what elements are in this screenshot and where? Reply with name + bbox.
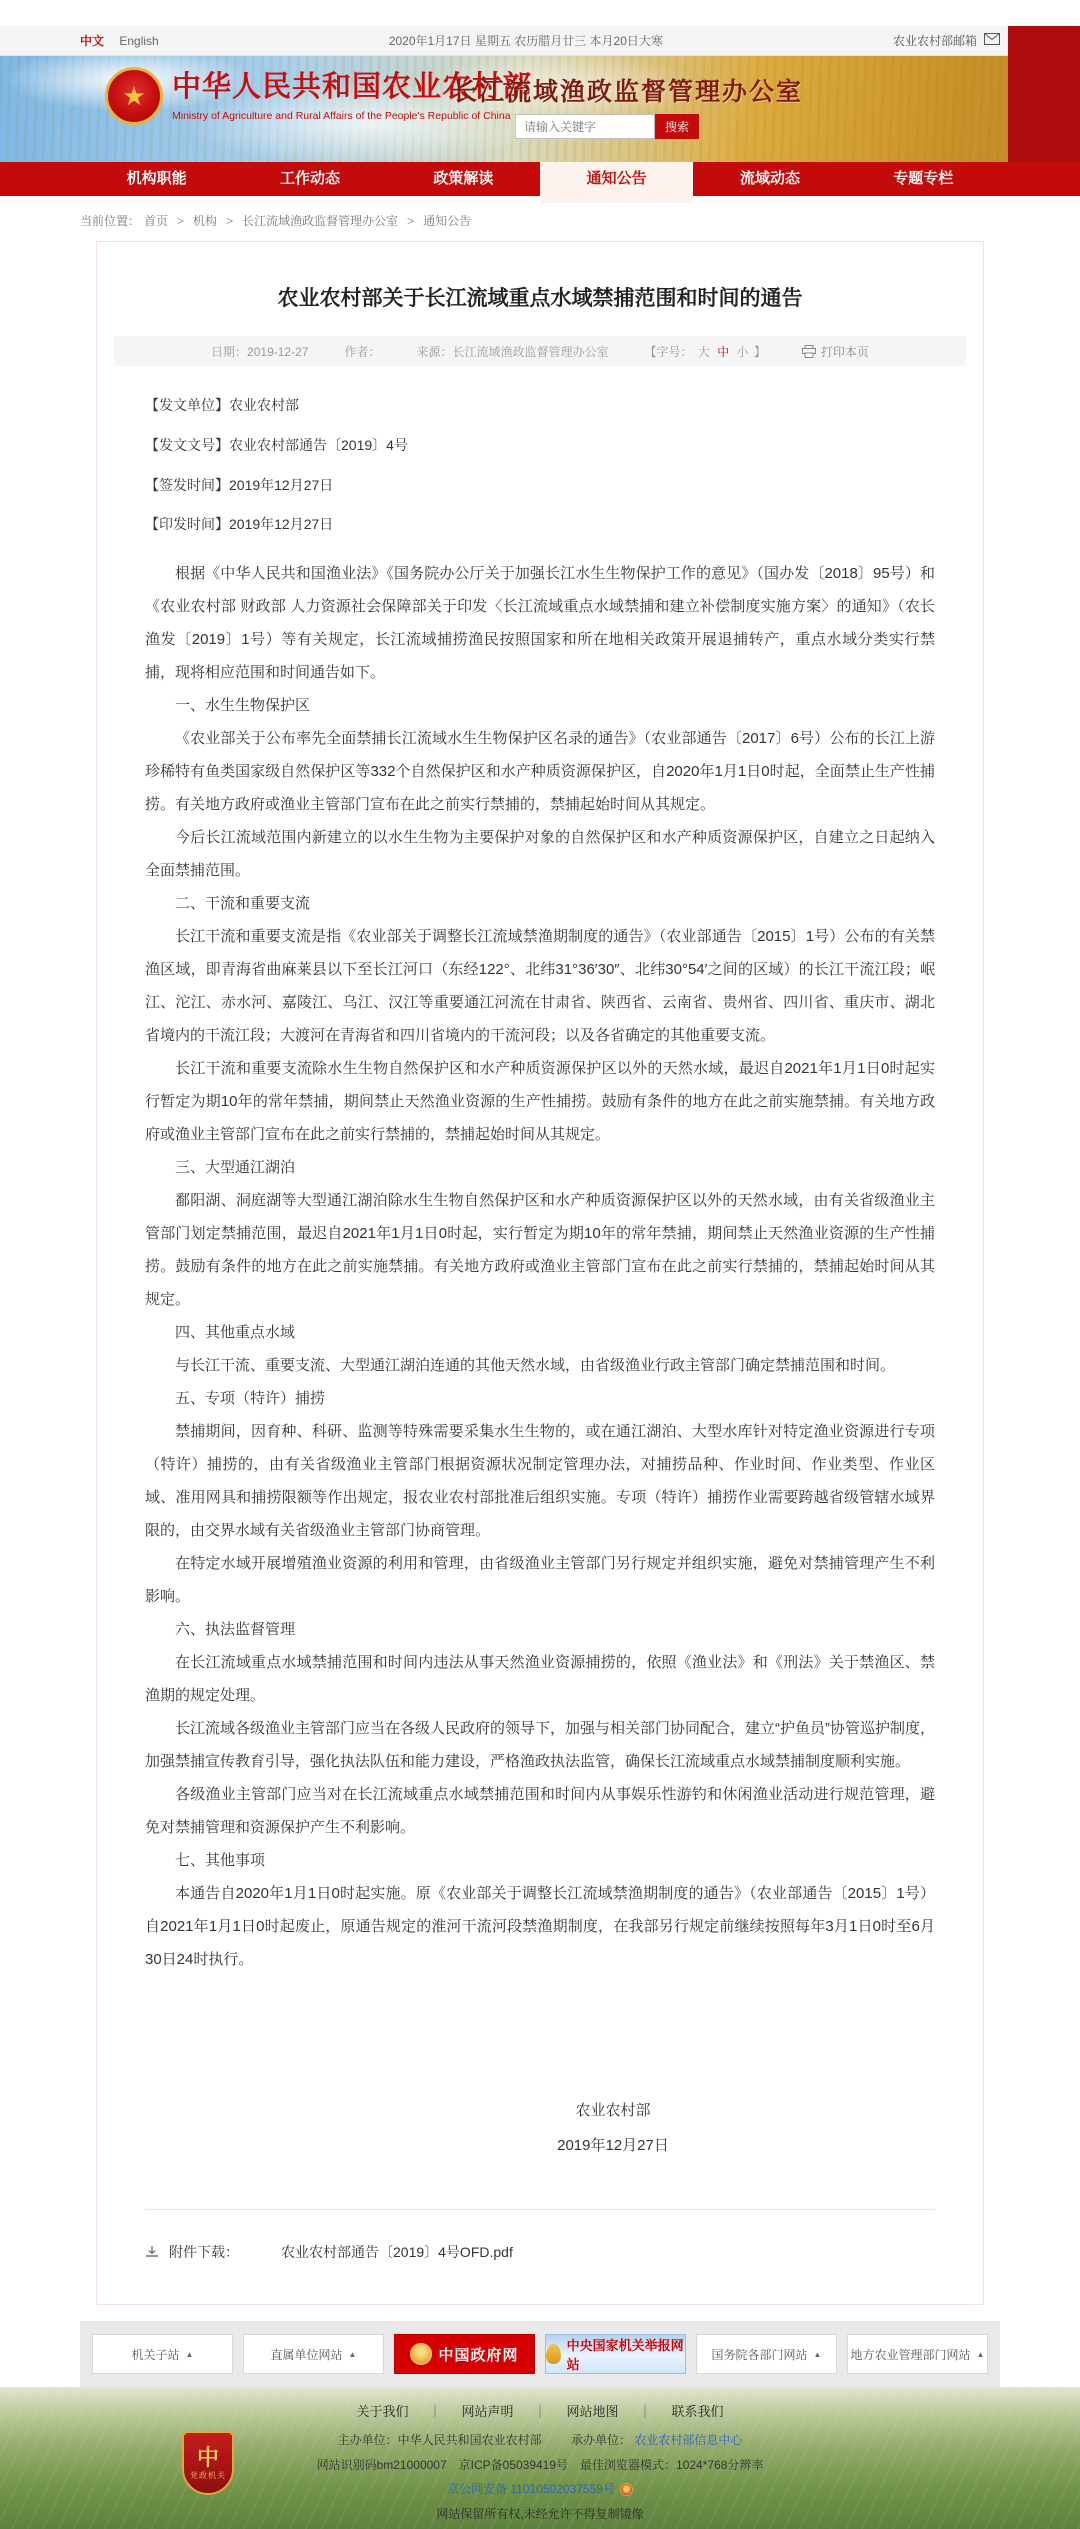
article-paragraph: 今后长江流域范围内新建立的以水生生物为主要保护对象的自然保护区和水产种质资源保护区，自建立之日起纳入全面禁捕范围。 xyxy=(145,829,935,880)
footer-link-separator: ｜ xyxy=(428,2404,442,2420)
footer-site-label: 中央国家机关举报网站 xyxy=(566,2338,684,2373)
ministry-subtitle: Ministry of Agriculture and Rural Affairs of the People's Republic of China xyxy=(172,110,511,122)
signature-org: 农业农村部 xyxy=(575,2102,651,2120)
article-meta-bar xyxy=(114,336,966,366)
undertake-label: 承办单位： xyxy=(570,2433,631,2448)
breadcrumb-separator: > xyxy=(407,213,415,228)
language-switch xyxy=(80,32,159,49)
footer-site-button[interactable] xyxy=(847,2334,988,2374)
dropdown-arrow-icon: ▲ xyxy=(185,2349,194,2359)
font-size-suffix: 】 xyxy=(753,344,766,359)
badge-symbol: 中 xyxy=(196,2444,219,2470)
lang-english-link[interactable]: English xyxy=(119,34,159,48)
signature-date: 2019年12月27日 xyxy=(557,2136,669,2154)
footer-link[interactable]: 网站地图 xyxy=(566,2404,619,2420)
download-icon xyxy=(145,2245,159,2259)
mailbox-link[interactable] xyxy=(893,32,1000,49)
government-badge-icon xyxy=(182,2431,234,2495)
nav-tab[interactable]: 流域动态 xyxy=(739,170,800,187)
host-unit: 主办单位：中华人民共和国农业农村部 xyxy=(337,2433,542,2448)
site-banner-icon xyxy=(410,2343,432,2365)
article-paragraph: 一、水生生物保护区 xyxy=(175,697,311,715)
meta-author: 作者： xyxy=(344,344,381,359)
breadcrumb-link[interactable]: 通知公告 xyxy=(423,214,472,228)
font-size-control xyxy=(644,343,765,360)
font-size-small-button[interactable]: 小 xyxy=(736,344,749,359)
breadcrumb-separator: > xyxy=(177,213,185,228)
article-paragraph: 六、执法监督管理 xyxy=(175,1621,296,1639)
article-paragraph: 本通告自2020年1月1日0时起实施。原《农业部关于调整长江流域禁渔期制度的通告》（农业部通告〔2015〕1号）自2021年1月1日0时起废止，原通告规定的淮河干流河段禁渔期制度，在我部另行规定前继续按照每年3月1日0时至6月30日24时执行。 xyxy=(145,1885,935,1969)
national-emblem-icon xyxy=(105,67,163,125)
dropdown-arrow-icon: ▲ xyxy=(813,2349,822,2359)
article-paragraph: 根据《中华人民共和国渔业法》《国务院办公厅关于加强长江水生生物保护工作的意见》（国办发〔2018〕95号）和《农业农村部 财政部 人力资源社会保障部关于印发〈长江流域重点水域禁捕和建立补偿制度实施方案〉的通知》（农长渔发〔2019〕1号）等有关规定，长江流域捕捞渔民按照国家和所在地相关政策开展退捕转产，重点水域分类实行禁捕，现将相应范围和时间通告如下。 xyxy=(145,565,935,682)
nav-tab[interactable]: 工作动态 xyxy=(279,170,340,187)
article-paragraph: 《农业部关于公布率先全面禁捕长江流域水生生物保护区名录的通告》（农业部通告〔2017〕6号）公布的长江上游珍稀特有鱼类国家级自然保护区等332个自然保护区和水产种质资源保护区，自2020年1月1日0时起，全面禁止生产性捕捞。有关地方政府或渔业主管部门宣布在此之前实行禁捕的，禁捕起始时间从其规定。 xyxy=(145,730,935,814)
nav-tab[interactable]: 专题专栏 xyxy=(893,170,954,187)
meta-source: 来源：长江流域渔政监督管理办公室 xyxy=(416,344,609,359)
nav-tab[interactable]: 通知公告 xyxy=(540,162,693,203)
signature-block xyxy=(523,2094,703,2163)
document-info xyxy=(145,394,935,537)
breadcrumb-link[interactable]: 首页 xyxy=(144,214,169,228)
footer-site-button[interactable] xyxy=(92,2334,233,2374)
article-paragraph: 在长江流域重点水域禁捕范围和时间内违法从事天然渔业资源捕捞的，依照《渔业法》和《刑法》关于禁渔区、禁渔期的规定处理。 xyxy=(145,1654,935,1705)
footer-sites-strip xyxy=(80,2321,1000,2387)
undertake-unit-link[interactable]: 农业农村部信息中心 xyxy=(634,2433,743,2448)
footer-site-label: 中国政府网 xyxy=(438,2346,519,2364)
header-banner xyxy=(0,56,1080,162)
footer-link[interactable]: 网站声明 xyxy=(461,2404,514,2420)
document-info-line: 【发文文号】农业农村部通告〔2019〕4号 xyxy=(145,436,408,453)
document-info-line: 【印发时间】2019年12月27日 xyxy=(145,516,334,533)
print-label: 打印本页 xyxy=(820,344,869,359)
nav-tab[interactable]: 政策解读 xyxy=(433,170,494,187)
article-paragraph: 七、其他事项 xyxy=(175,1852,266,1870)
top-white-strip xyxy=(0,0,1080,26)
article-title: 农业农村部关于长江流域重点水域禁捕范围和时间的通告 xyxy=(277,287,803,310)
ministry-title: 中华人民共和国农业农村部 xyxy=(172,71,533,103)
article-paragraph: 长江干流和重要支流除水生生物自然保护区和水产种质资源保护区以外的天然水域，最迟自2021年1月1日0时起实行暂定为期10年的常年禁捕，期间禁止天然渔业资源的生产性捕捞。鼓励有条件的地方在此之前实施禁捕。有关地方政府或渔业主管部门宣布在此之前实行禁捕的，禁捕起始时间从其规定。 xyxy=(145,1060,935,1144)
badge-label: 党政机关 xyxy=(190,2470,226,2480)
article-paragraph: 禁捕期间，因育种、科研、监测等特殊需要采集水生生物的，或在通江湖泊、大型水库针对特定渔业资源进行专项（特许）捕捞的，由有关省级渔业主管部门根据资源状况制定管理办法，对捕捞品种、作业时间、作业类型、作业区域、准用网具和捕捞限额等作出规定，报农业农村部批准后组织实施。专项（特许）捕捞作业需要跨越省级管辖水域界限的，由交界水域有关省级渔业主管部门协商管理。 xyxy=(145,1423,935,1540)
article-paragraph: 二、干流和重要支流 xyxy=(175,895,311,913)
emblem-star-icon: ★ xyxy=(122,81,146,111)
article-paragraph: 三、大型通江湖泊 xyxy=(175,1159,296,1177)
footer-link[interactable]: 关于我们 xyxy=(356,2404,409,2420)
article-paragraph: 鄱阳湖、洞庭湖等大型通江湖泊除水生生物自然保护区和水产种质资源保护区以外的天然水域，由有关省级渔业主管部门划定禁捕范围，最迟自2021年1月1日0时起，实行暂定为期10年的常年禁捕，期间禁止天然渔业资源的生产性捕捞。鼓励有条件的地方在此之前实施禁捕。有关地方政府或渔业主管部门宣布在此之前实行禁捕的，禁捕起始时间从其规定。 xyxy=(145,1192,935,1309)
article-paragraph: 五、专项（特许）捕捞 xyxy=(175,1390,326,1408)
meta-date: 日期：2019-12-27 xyxy=(211,344,309,359)
page-footer xyxy=(0,2387,1080,2529)
office-title: 长江流域渔政监督管理办公室 xyxy=(452,79,804,106)
topbar xyxy=(0,26,1080,56)
article-paragraph: 长江干流和重要支流是指《农业部关于调整长江流域禁渔期制度的通告》（农业部通告〔2015〕1号）公布的有关禁渔区域，即青海省曲麻莱县以下至长江河口（东经122°、北纬31°36′30″、北纬30°54′之间的区域）的长江干流江段；岷江、沱江、赤水河、嘉陵江、乌江、汉江等重要通江河流在甘肃省、陕西省、云南省、贵州省、四川省、重庆市、湖北省境内的干流江段；大渡河在青海省和四川省境内的干流河段；以及各省确定的其他重要支流。 xyxy=(145,928,935,1045)
search-box xyxy=(515,114,699,139)
font-size-medium-button[interactable]: 中 xyxy=(717,344,730,359)
footer-site-code-line: 网站识别码bm21000007 京ICP备05039419号 最佳浏览器模式：1024*768分辨率 xyxy=(316,2457,764,2472)
mailbox-label: 农业农村部邮箱 xyxy=(892,34,977,48)
lang-chinese-link[interactable]: 中文 xyxy=(80,34,105,48)
footer-site-button[interactable] xyxy=(394,2334,535,2374)
footer-site-label: 国务院各部门网站 xyxy=(711,2347,808,2362)
footer-site-button[interactable] xyxy=(545,2334,686,2374)
dropdown-arrow-icon: ▲ xyxy=(348,2349,357,2359)
attachment-file-link[interactable]: 农业农村部通告〔2019〕4号OFD.pdf xyxy=(281,2244,513,2261)
footer-links xyxy=(0,2387,1080,2420)
article-container xyxy=(96,241,984,2305)
breadcrumb-separator: > xyxy=(226,213,234,228)
envelope-icon xyxy=(984,33,1000,48)
font-size-large-button[interactable]: 大 xyxy=(697,344,710,359)
nav-tab[interactable]: 机构职能 xyxy=(126,170,187,187)
footer-site-label: 机关子站 xyxy=(131,2347,180,2362)
footer-site-label: 地方农业管理部门网站 xyxy=(850,2347,971,2362)
footer-copyright: 网站保留所有权,未经允许不得复制镜像 xyxy=(436,2506,644,2521)
dropdown-arrow-icon: ▲ xyxy=(976,2349,985,2359)
divider xyxy=(145,2209,935,2210)
article-body xyxy=(145,557,935,1976)
document-info-line: 【发文单位】农业农村部 xyxy=(145,397,299,413)
article-paragraph: 四、其他重点水域 xyxy=(175,1324,296,1342)
footer-host-line xyxy=(0,2428,1080,2453)
date-info: 2020年1月17日 星期五 农历腊月廿三 本月20日大寒 xyxy=(388,34,663,48)
main-nav xyxy=(0,162,1080,196)
footer-beian-line xyxy=(0,2477,1080,2502)
breadcrumb-label: 当前位置： xyxy=(80,214,141,228)
breadcrumb-link[interactable]: 长江流域渔政监督管理办公室 xyxy=(242,214,399,228)
side-ribbon xyxy=(1008,26,1080,162)
site-banner-icon xyxy=(546,2344,561,2364)
footer-info xyxy=(0,2428,1080,2526)
printer-icon xyxy=(802,345,816,358)
search-input[interactable] xyxy=(515,114,655,139)
footer-site-button[interactable] xyxy=(696,2334,837,2374)
article-paragraph: 长江流域各级渔业主管部门应当在各级人民政府的领导下，加强与相关部门协同配合，建立“护鱼员”协管巡护制度，加强禁捕宣传教育引导，强化执法队伍和能力建设，严格渔政执法监管，确保长江流域重点水域禁捕制度顺利实施。 xyxy=(145,1720,935,1771)
breadcrumb-link[interactable]: 机构 xyxy=(193,214,218,228)
attachment-label: 附件下载： xyxy=(169,2244,239,2261)
article-paragraph: 在特定水域开展增殖渔业资源的利用和管理，由省级渔业主管部门另行规定并组织实施，避免对禁捕管理产生不利影响。 xyxy=(145,1555,935,1606)
beian-link[interactable]: 京公网安备 11010502037559号 xyxy=(447,2482,615,2497)
footer-link[interactable]: 联系我们 xyxy=(671,2404,724,2420)
font-size-prefix: 【字号： xyxy=(644,344,693,359)
article-paragraph: 各级渔业主管部门应当对在长江流域重点水域禁捕范围和时间内从事娱乐性游钓和休闲渔业活动进行规范管理，避免对禁捕管理和资源保护产生不利影响。 xyxy=(145,1786,935,1837)
footer-link-separator: ｜ xyxy=(638,2404,652,2420)
beian-badge-icon xyxy=(620,2483,633,2496)
search-button[interactable]: 搜索 xyxy=(655,114,699,139)
print-button[interactable] xyxy=(802,343,869,360)
article-paragraph: 与长江干流、重要支流、大型通江湖泊连通的其他天然水域，由省级渔业行政主管部门确定禁捕范围和时间。 xyxy=(175,1357,896,1375)
footer-link-separator: ｜ xyxy=(533,2404,547,2420)
footer-site-button[interactable] xyxy=(243,2334,384,2374)
footer-site-label: 直属单位网站 xyxy=(270,2347,343,2362)
attachment-row xyxy=(145,2242,935,2262)
document-info-line: 【签发时间】2019年12月27日 xyxy=(145,476,334,493)
